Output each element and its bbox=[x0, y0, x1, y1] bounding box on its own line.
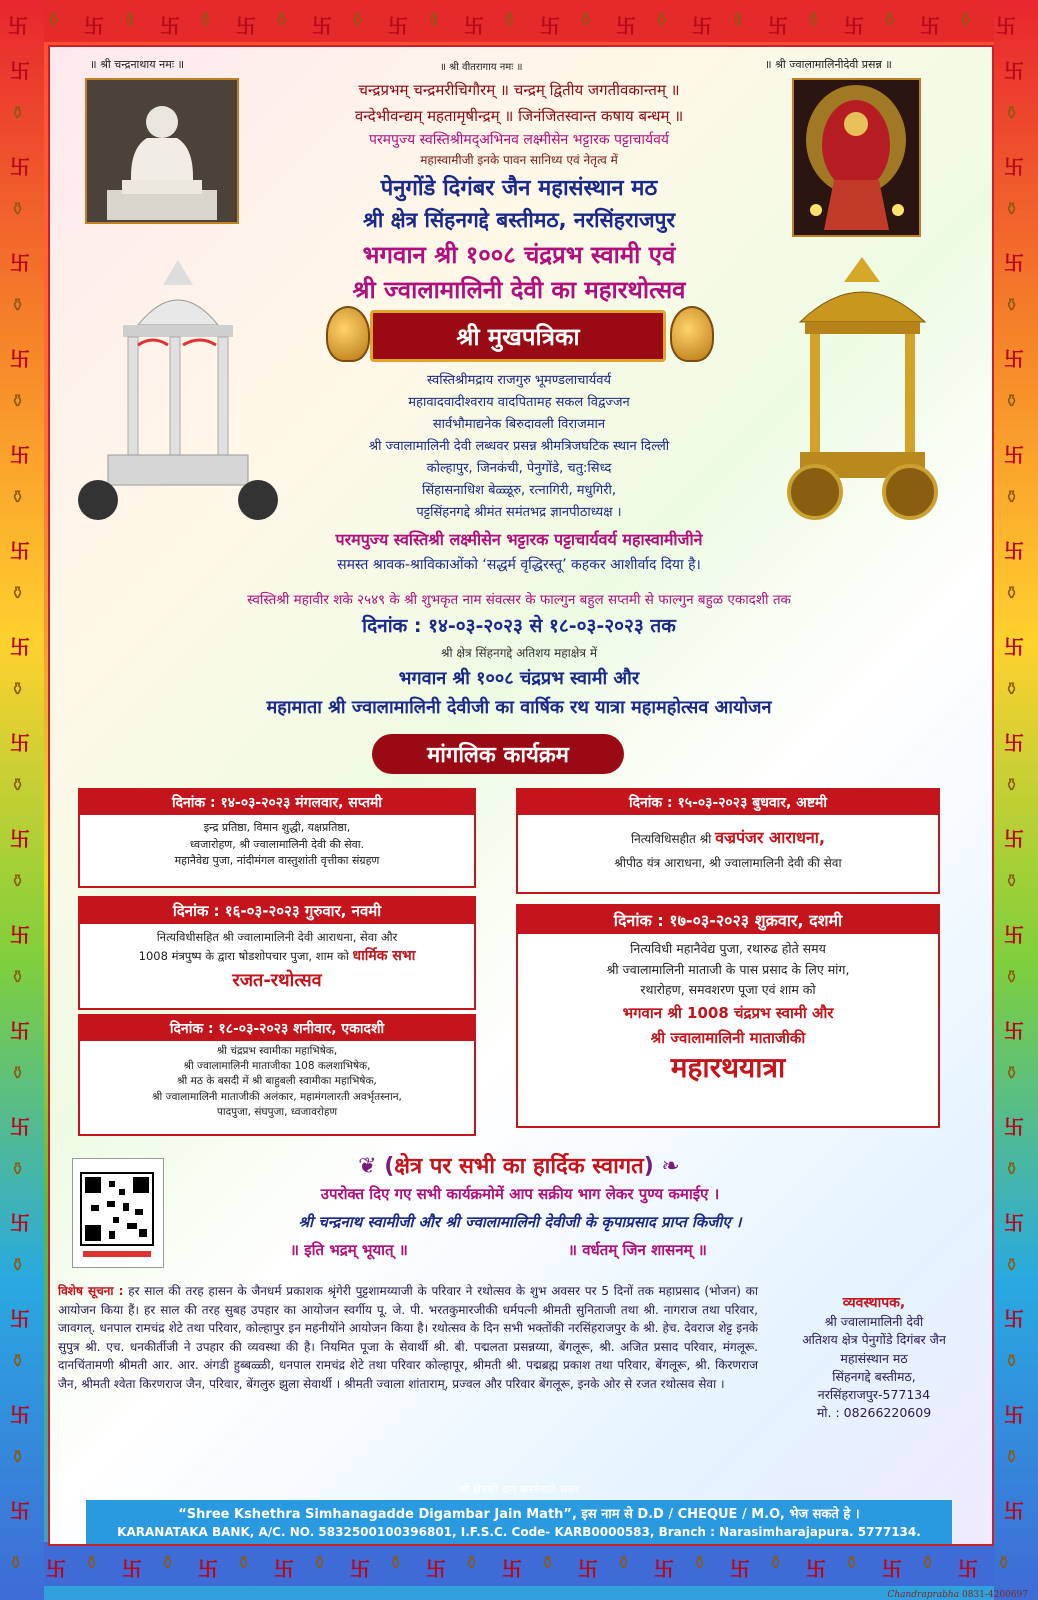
kalash-icon: ⚱ bbox=[692, 1553, 708, 1574]
kalash-icon: ⚱ bbox=[540, 1553, 556, 1574]
program-day5-header: दिनांक : १८-०३-२०२३ शनीवार, एकादशी bbox=[80, 1016, 474, 1041]
swastika-icon: 卐 bbox=[1004, 155, 1024, 179]
printer-credit bbox=[887, 1590, 1028, 1600]
blessing-line-2: समस्त श्रावक-श्राविकाओंको ‘सद्धर्म वृद्धिरस्तू’ कहकर आशीर्वाद दिया है। bbox=[337, 557, 701, 573]
program-day5-line: श्री ज्वालामालिनी माताजीकी अलंकार, महामंगलारती अवर्भृतस्नान, bbox=[152, 1090, 402, 1103]
swastika-icon: 卐 bbox=[616, 14, 636, 38]
swastika-icon: 卐 bbox=[1004, 1211, 1024, 1235]
notice-label: विशेष सूचना : bbox=[58, 1284, 124, 1298]
swastika-icon: 卐 bbox=[84, 14, 104, 38]
program-day5-line: श्री चंद्रप्रभ स्वामीका महाभिषेक, bbox=[216, 1045, 338, 1057]
swastika-icon: 卐 bbox=[730, 1557, 750, 1581]
kalash-icon: ⚱ bbox=[958, 10, 974, 31]
swastika-icon: 卐 bbox=[806, 1557, 826, 1581]
swami-line-3: सार्वभौमाद्यनेक बिरुदावली विराजमान bbox=[432, 417, 606, 432]
swastika-icon: 卐 bbox=[10, 1499, 30, 1523]
program-day2-prefix: नित्यविधिसहीत श्री bbox=[630, 832, 712, 846]
kalash-icon: ⚱ bbox=[730, 10, 746, 31]
program-title-pill: मांगलिक कार्यक्रम bbox=[372, 734, 624, 774]
program-day4-line: नित्यविधी महानैवेद्य पुजा, रथारुढ होते समय bbox=[630, 941, 826, 956]
swastika-icon: 卐 bbox=[10, 923, 30, 947]
kalash-icon: ⚱ bbox=[1004, 679, 1020, 700]
kalash-icon: ⚱ bbox=[426, 10, 442, 31]
bhagwan-title: भगवान श्री १००८ चंद्रप्रभ स्वामी एवं bbox=[362, 241, 676, 269]
swastika-icon: 卐 bbox=[1004, 443, 1024, 467]
program-box-day3 bbox=[78, 896, 476, 1010]
swastika-icon: 卐 bbox=[1004, 923, 1024, 947]
mukhapatrika-banner: श्री मुखपत्रिका bbox=[370, 310, 666, 362]
program-day3-highlight: रजत-रथोत्सव bbox=[232, 970, 322, 992]
program-box-day5 bbox=[78, 1014, 476, 1136]
kalash-icon: ⚱ bbox=[996, 1553, 1012, 1574]
manager-line: श्री ज्वालामालिनी देवी bbox=[824, 1314, 924, 1330]
institution-title: पेनुगोंडे दिगंबर जैन महासंस्थान मठ bbox=[380, 176, 658, 201]
kalash-icon: ⚱ bbox=[1004, 103, 1020, 124]
swastika-icon: 卐 bbox=[46, 1557, 66, 1581]
swastika-icon: 卐 bbox=[10, 443, 30, 467]
swastika-icon: 卐 bbox=[768, 14, 788, 38]
kalash-icon: ⚱ bbox=[10, 1351, 26, 1372]
swastika-icon: 卐 bbox=[996, 14, 1016, 38]
kshetra-title: श्री क्षेत्र सिंहनगद्दे बस्तीमठ, नरसिंहराजपुर bbox=[362, 208, 676, 232]
program-day3-header: दिनांक : १६-०३-२०२३ गुरुवार, नवमी bbox=[80, 898, 474, 924]
program-day4-highlight-1: भगवान श्री 1008 चंद्रप्रभ स्वामी और bbox=[622, 1003, 834, 1022]
program-day1-line: इन्द्र प्रतिष्ठा, विमान शुद्धी, यक्षप्रतिष्ठा, bbox=[203, 821, 351, 834]
kalash-icon: ⚱ bbox=[844, 1553, 860, 1574]
swastika-icon: 卐 bbox=[312, 14, 332, 38]
swastika-icon: 卐 bbox=[1004, 251, 1024, 275]
kalash-icon: ⚱ bbox=[10, 679, 26, 700]
kalash-icon: ⚱ bbox=[10, 871, 26, 892]
swastika-icon: 卐 bbox=[122, 1557, 142, 1581]
venue-line: श्री क्षेत्र सिंहनगद्दे अतिशय महाक्षेत्र में bbox=[440, 646, 598, 660]
kalash-icon: ⚱ bbox=[464, 1553, 480, 1574]
manager-title: व्यवस्थापक, bbox=[842, 1295, 906, 1311]
bank-account-name: “Shree Kshethra Simhanagadde Digambar Jain Math” bbox=[178, 1507, 572, 1522]
program-day4-header: दिनांक : १७-०३-२०२३ शुक्रवार, दशमी bbox=[518, 906, 938, 934]
program-day1-header: दिनांक : १४-०३-२०२३ मंगलवार, सप्तमी bbox=[80, 790, 474, 815]
bank-details bbox=[86, 1500, 952, 1544]
manager-line: नरसिंहराजपुर-577134 bbox=[817, 1386, 931, 1402]
swami-line-4: श्री ज्वालामालिनी देवी लब्धवर प्रसन्न श्रीमत्रिजघटिक स्थान दिल्ली bbox=[368, 439, 670, 454]
program-day2-header: दिनांक : १५-०३-२०२३ बुधवार, अष्टमी bbox=[518, 790, 938, 815]
manager-block bbox=[774, 1293, 974, 1422]
swastika-icon: 卐 bbox=[274, 1557, 294, 1581]
swastika-icon: 卐 bbox=[1004, 347, 1024, 371]
program-box-day4 bbox=[516, 904, 940, 1128]
program-day5-line: श्री मठ के बसदी में श्री बाहुबली स्वामीका महाभिषेक, bbox=[177, 1075, 377, 1088]
welcome-title-text: क्षेत्र पर सभी का हार्दिक स्वागत bbox=[394, 1154, 644, 1179]
bank-account-line: KARANATAKA BANK, A/C. NO. 5832500100396801, I.F.S.C. Code- KARB0000583, Branch : Narasimharajapura. 5777134. bbox=[117, 1525, 921, 1539]
kalash-left-icon bbox=[326, 306, 370, 362]
swastika-icon: 卐 bbox=[10, 347, 30, 371]
swastika-icon: 卐 bbox=[540, 14, 560, 38]
kalash-icon: ⚱ bbox=[10, 103, 26, 124]
kalash-icon: ⚱ bbox=[46, 10, 62, 31]
notice-text: हर साल की तरह हासन के जैनधर्म प्रकाशक श्रृंगेरी पुट्टशामय्याजी के परिवार ने रथोत्सव के शुभ अवसर पर 5 दिनों तक महाप्रसाद (भोजन) का आयोजन किया हैं। हर साल की तरह सुबह उपहार का आयोजन स्वर्गीय पू. जे. पी. भरतकुमारजीकी धर्मपत्नी श्रीमती सुनिताजी तथा श्री. नागराज तथा परिवार, जावगल्. धनपाल रामचंद्र शेटे तथा परिवार, कोल्हापुर इन महनीयोंने आयोजन किया है। रथोत्सव के दिन सभी भक्तोंकी नरसिंहराजपुर के श्री. हेच. देवराज शेट्ट इनके सुपुत्र श्री. एच. धनकीर्तीजी ने उपहार की व्यवस्था की है। नियमित पूजा के सेवार्थी श्री. बी. पद्मलता प्रसन्नय्या, बेंगलूरू, श्री. अजित प्रसाद परिवार, मंगलूरू. दानचिंतामणी श्रीमती आर. आर. अंगडी हुब्बळ्ळी, धनपाल रामचंद्र शेटे तथा परिवार कोल्हापूर, श्रीमती श्री. पद्मब्रह्म प्रकाश तथा परिवार, बेंगलूरू, श्री. किरणराज जैन, श्रीमती श्वेता किरणराज जैन, परिवार, बेंगलुरु झुला सेवार्थी । श्रीमती ज्वाला शांताराम्, प्रज्वल और परिवार बेंगलूरू, इनके ओर से रजत रथोत्सव सेवा । bbox=[58, 1284, 758, 1391]
kalash-icon: ⚱ bbox=[882, 10, 898, 31]
intro-line-2: महास्वामीजी इनके पावन सानिध्य एवं नेतृत्व में bbox=[420, 153, 618, 167]
kalash-icon: ⚱ bbox=[10, 1255, 26, 1276]
kalash-icon: ⚱ bbox=[920, 1553, 936, 1574]
kalash-icon: ⚱ bbox=[122, 10, 138, 31]
program-day3-line: नित्यविधीसहित श्री ज्वालामालिनी देवी आराधना, सेवा और bbox=[156, 930, 398, 944]
swastika-icon: 卐 bbox=[10, 635, 30, 659]
ornament-left-icon: ❦ ( bbox=[358, 1154, 395, 1179]
program-day4-highlight-2: श्री ज्वालामालिनी माताजीकी bbox=[650, 1028, 806, 1047]
swastika-icon: 卐 bbox=[1004, 731, 1024, 755]
kalash-icon: ⚱ bbox=[1004, 1351, 1020, 1372]
kalash-icon: ⚱ bbox=[10, 583, 26, 604]
program-day3-sabha: धार्मिक सभा bbox=[352, 948, 416, 965]
swastika-icon: 卐 bbox=[10, 1115, 30, 1139]
special-notice bbox=[58, 1282, 758, 1394]
swastika-icon: 卐 bbox=[654, 1557, 674, 1581]
swami-line-7: पट्टसिंहनगद्दे श्रीमंत समंतभद्र ज्ञानपीठाध्यक्ष । bbox=[416, 505, 622, 520]
program-day4-line: रथारोहण, समवशरण पूजा एवं शाम को bbox=[640, 982, 816, 998]
bank-caption: श्री क्षेत्रको दान करनेवाले भक्त bbox=[458, 1483, 580, 1496]
kalash-icon: ⚱ bbox=[1004, 391, 1020, 412]
kalash-icon: ⚱ bbox=[388, 1553, 404, 1574]
event-line-2: महामाता श्री ज्वालामालिनी देवीजी का वार्षिक रथ यात्रा महामहोत्सव आयोजन bbox=[266, 697, 772, 718]
program-day5-line: श्री ज्वालामालिनी माताजीका 108 कलशाभिषेक, bbox=[183, 1060, 371, 1073]
welcome-title bbox=[0, 1150, 1038, 1180]
bank-instruction: , इस नाम से D.D / CHEQUE / M.O, भेज सकते हे । bbox=[571, 1507, 860, 1522]
swastika-icon: 卐 bbox=[350, 1557, 370, 1581]
program-day1-line: महानैवेद्य पुजा, नांदीमंगल वास्तुशांती वृत्तीका संग्रहण bbox=[174, 854, 380, 867]
kalash-icon: ⚱ bbox=[10, 1159, 26, 1180]
swastika-icon: 卐 bbox=[10, 251, 30, 275]
maharathotsav-title: श्री ज्वालामालिनी देवी का महारथोत्सव bbox=[352, 276, 686, 304]
center-corner-header: ॥ श्री वीतरागाय नमः ॥ bbox=[440, 62, 523, 73]
kalash-icon: ⚱ bbox=[1004, 295, 1020, 316]
kalash-icon: ⚱ bbox=[1004, 1255, 1020, 1276]
kalash-icon: ⚱ bbox=[616, 1553, 632, 1574]
swastika-icon: 卐 bbox=[236, 14, 256, 38]
swastika-icon: 卐 bbox=[844, 14, 864, 38]
manager-phone: मो. : 08266220609 bbox=[816, 1404, 932, 1420]
kalash-icon: ⚱ bbox=[10, 1447, 26, 1468]
kalash-icon: ⚱ bbox=[1004, 1063, 1020, 1084]
program-box-day1 bbox=[78, 788, 476, 888]
program-day4-line: श्री ज्वालामालिनी माताजी के पास प्रसाद के लिए मांग, bbox=[606, 961, 850, 977]
swastika-icon: 卐 bbox=[502, 1557, 522, 1581]
printer-phone: 0831-4200697 bbox=[961, 1590, 1028, 1600]
kalash-icon: ⚱ bbox=[10, 775, 26, 796]
swastika-icon: 卐 bbox=[160, 14, 180, 38]
swastika-icon: 卐 bbox=[10, 1403, 30, 1427]
manager-line: सिंहनगद्दे बस्तीमठ, bbox=[832, 1368, 916, 1384]
swastika-icon: 卐 bbox=[1004, 1019, 1024, 1043]
manager-line: महासंस्थान मठ bbox=[840, 1350, 908, 1366]
swastika-icon: 卐 bbox=[10, 1019, 30, 1043]
kalash-right-icon bbox=[670, 306, 714, 362]
shaka-line: स्वस्तिश्री महावीर शके २५४९ के श्री शुभकृत नाम संवत्सर के फाल्गुन बहुल सप्तमी से फाल्गुन बहुळ एकादशी तक bbox=[247, 592, 791, 608]
swastika-icon: 卐 bbox=[1004, 1403, 1024, 1427]
swastika-icon: 卐 bbox=[1004, 59, 1024, 83]
kalash-icon: ⚱ bbox=[806, 10, 822, 31]
kalash-icon: ⚱ bbox=[10, 199, 26, 220]
swastika-icon: 卐 bbox=[198, 1557, 218, 1581]
swastika-icon: 卐 bbox=[1004, 1499, 1024, 1523]
swami-line-6: सिंहासनाधिश बेळ्ळूरु, रत्नागिरी, मधुगिरी, bbox=[421, 483, 617, 498]
kalash-icon: ⚱ bbox=[8, 1553, 24, 1574]
ornament-right-icon: ) ❧ bbox=[643, 1154, 680, 1179]
program-day1-line: ध्वजारोहण, श्री ज्वालामालिनी देवी की सेवा. bbox=[189, 837, 365, 851]
kalash-icon: ⚱ bbox=[10, 487, 26, 508]
closing-left: ॥ इति भद्रम् भूयात् ॥ bbox=[290, 1241, 408, 1259]
kalash-icon: ⚱ bbox=[350, 10, 366, 31]
swastika-icon: 卐 bbox=[882, 1557, 902, 1581]
kalash-icon: ⚱ bbox=[312, 1553, 328, 1574]
swastika-icon: 卐 bbox=[10, 827, 30, 851]
swastika-icon: 卐 bbox=[920, 14, 940, 38]
program-day5-line: पादपुजा, संघपुजा, ध्वजावरोहण bbox=[216, 1105, 338, 1118]
kalash-icon: ⚱ bbox=[578, 10, 594, 31]
swastika-icon: 卐 bbox=[1004, 539, 1024, 563]
kalash-icon: ⚱ bbox=[1004, 871, 1020, 892]
kalash-icon: ⚱ bbox=[1004, 775, 1020, 796]
program-box-day2 bbox=[516, 788, 940, 894]
swami-line-2: महावादवादीश्वराय वादपितामह सकल विद्वज्जन bbox=[408, 395, 630, 410]
swastika-icon: 卐 bbox=[10, 155, 30, 179]
program-day3-prefix: 1008 मंत्रपुष्प के द्वारा षोडशोपचार पुजा, शाम को bbox=[138, 949, 349, 964]
event-line-1: भगवान श्री १००८ चंद्रप्रभ स्वामी और bbox=[398, 668, 640, 689]
verse-line-2: वन्देभीवन्द्यम् महतामृषीन्द्रम् ॥ जिनंजितस्वान्त कषाय बन्धम् ॥ bbox=[354, 107, 684, 125]
swastika-icon: 卐 bbox=[1004, 827, 1024, 851]
swastika-icon: 卐 bbox=[8, 14, 28, 38]
welcome-line-2: श्री चन्द्रनाथ स्वामीजी और श्री ज्वालामालिनी देवीजी के कृपाप्रसाद प्राप्त किजीए । bbox=[298, 1213, 742, 1231]
kalash-icon: ⚱ bbox=[1004, 583, 1020, 604]
swastika-icon: 卐 bbox=[1004, 635, 1024, 659]
kalash-icon: ⚱ bbox=[10, 295, 26, 316]
swami-line-5: कोल्हापुर, जिनकंची, पेनुगोंडे, चतु:सिध्द bbox=[426, 461, 612, 476]
program-day2-highlight: वज्रपंजर आराधना, bbox=[715, 828, 826, 847]
kalash-icon: ⚱ bbox=[236, 1553, 252, 1574]
kalash-icon: ⚱ bbox=[84, 1553, 100, 1574]
kalash-icon: ⚱ bbox=[10, 391, 26, 412]
program-day4-big: महारथयात्रा bbox=[670, 1051, 786, 1085]
kalash-icon: ⚱ bbox=[160, 1553, 176, 1574]
swastika-icon: 卐 bbox=[692, 14, 712, 38]
kalash-icon: ⚱ bbox=[198, 10, 214, 31]
kalash-icon: ⚱ bbox=[1004, 1159, 1020, 1180]
kalash-icon: ⚱ bbox=[1004, 199, 1020, 220]
kalash-icon: ⚱ bbox=[502, 10, 518, 31]
manager-line: अतिशय क्षेत्र पेनुगोंडे दिगंबर जैन bbox=[802, 1332, 946, 1348]
swastika-icon: 卐 bbox=[1004, 1307, 1024, 1331]
kalash-icon: ⚱ bbox=[1004, 1447, 1020, 1468]
intro-line-1: परमपुज्य स्वस्तिश्रीमद्अभिनव लक्ष्मीसेन भट्टारक पट्टाचार्यवर्य bbox=[369, 132, 669, 148]
right-corner-header: ॥ श्री ज्वालामालिनीदेवी प्रसन्न ॥ bbox=[765, 58, 892, 71]
swastika-icon: 卐 bbox=[10, 731, 30, 755]
swastika-icon: 卐 bbox=[10, 539, 30, 563]
swastika-icon: 卐 bbox=[426, 1557, 446, 1581]
closing-right: ॥ वर्धतम् जिन शासनम् ॥ bbox=[568, 1241, 707, 1259]
kalash-icon: ⚱ bbox=[10, 967, 26, 988]
swastika-icon: 卐 bbox=[10, 1211, 30, 1235]
swastika-icon: 卐 bbox=[578, 1557, 598, 1581]
swastika-icon: 卐 bbox=[1004, 1115, 1024, 1139]
event-date-range: दिनांक : १४-०३-२०२३ से १८-०३-२०२३ तक bbox=[362, 615, 676, 637]
kalash-icon: ⚱ bbox=[1004, 967, 1020, 988]
printer-name: Chandraprabha bbox=[887, 1590, 960, 1600]
welcome-line-1: उपरोक्त दिए गए सभी कार्यक्रमोमें आप सक्रीय भाग लेकर पुण्य कमाईए । bbox=[320, 1185, 720, 1203]
swastika-icon: 卐 bbox=[388, 14, 408, 38]
swastika-icon: 卐 bbox=[464, 14, 484, 38]
swami-line-1: स्वस्तिश्रीमद्राय राजगुरु भूमण्डलाचार्यवर्य bbox=[426, 373, 612, 388]
swastika-icon: 卐 bbox=[958, 1557, 978, 1581]
left-corner-header: ॥ श्री चन्द्रनाथाय नमः ॥ bbox=[90, 58, 185, 71]
program-day2-line: श्रीपीठ यंत्र आराधना, श्री ज्वालामालिनी देवी की सेवा bbox=[614, 856, 842, 870]
kalash-icon: ⚱ bbox=[768, 1553, 784, 1574]
verse-line-1: चन्द्रप्रभम् चन्द्रमरीचिगौरम् ॥ चन्द्रम् द्वितीय जगतीवकान्तम् ॥ bbox=[358, 81, 680, 99]
swastika-icon: 卐 bbox=[10, 59, 30, 83]
kalash-icon: ⚱ bbox=[274, 10, 290, 31]
blessing-line-1: परमपुज्य स्वस्तिश्री लक्ष्मीसेन भट्टारक पट्टाचार्यवर्य महास्वामीजीने bbox=[335, 530, 703, 549]
kalash-icon: ⚱ bbox=[10, 1063, 26, 1084]
kalash-icon: ⚱ bbox=[654, 10, 670, 31]
swastika-icon: 卐 bbox=[10, 1307, 30, 1331]
kalash-icon: ⚱ bbox=[1004, 487, 1020, 508]
